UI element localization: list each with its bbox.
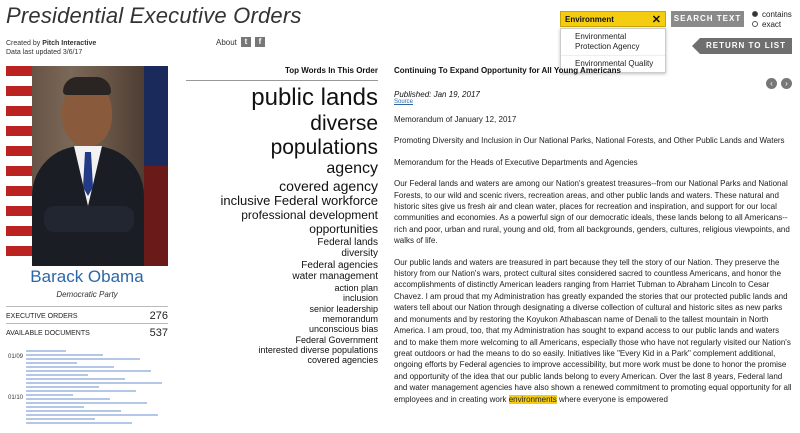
about-link[interactable]: About [216,37,237,47]
timeline-bar [26,410,121,412]
doc-paragraph: Our Federal lands and waters are among our Nation's greatest treasures--from our National Parks and National Forests, to our wild and scenic rivers, recreation areas, and other public lands and waters. These natural and historic sites give us fresh air and clean water, places for recreation and inspiration, and support for our local communities and economies. As a powerful sign of our democratic ideals, these lands belong to all Americans--rich and poor, urban and rural, young and old, from all backgrounds, genders, cultures, religious viewpoints, and walks of life. [394,179,790,246]
top-word[interactable]: memorandum [322,313,378,324]
stat-value: 537 [149,327,168,339]
timeline-bar [26,358,140,360]
timeline-bar [26,394,73,396]
top-word[interactable]: opportunities [309,222,378,237]
top-word[interactable]: public lands [251,84,378,111]
president-party: Democratic Party [56,290,118,299]
doc-paragraph: Memorandum for the Heads of Executive Departments and Agencies [394,157,638,167]
facebook-icon[interactable]: f [255,37,265,47]
search-value: Environment [565,15,614,24]
doc-paragraph: Memorandum of January 12, 2017 [394,115,517,124]
top-word[interactable]: interested diverse populations [258,344,378,355]
created-by-name[interactable]: Pitch Interactive [42,40,97,47]
doc-text: where everyone is empowered [556,394,668,404]
close-icon[interactable]: ✕ [651,14,661,26]
timeline-bar [26,362,77,364]
mode-contains[interactable] [752,10,792,20]
search-highlight: environments [508,394,557,404]
timeline-bar [26,382,162,384]
president-name: Barack Obama [30,267,144,286]
timeline-bar [26,370,151,372]
top-word[interactable]: covered agency [279,178,378,195]
stat-label: AVAILABLE DOCUMENTS [6,329,90,337]
top-word[interactable]: action plan [334,282,378,293]
top-word[interactable]: unconscious bias [308,324,378,335]
top-word[interactable]: Federal agencies [301,259,378,271]
stat-executive-orders [6,306,168,322]
president-portrait [6,66,168,266]
mode-label: exact [762,20,782,29]
portrait-flag-right [144,66,168,266]
timeline-bar [26,378,125,380]
page-title: Presidential Executive Orders [6,3,302,28]
top-word[interactable]: populations [270,135,378,159]
top-word[interactable]: inclusive Federal workforce [220,193,378,209]
data-updated: Data last updated 3/6/17 [6,49,83,56]
top-word[interactable]: Federal lands [317,236,378,248]
timeline-bar [26,354,103,356]
portrait-flag [6,66,32,266]
top-word[interactable]: senior leadership [309,303,378,314]
top-word[interactable]: agency [326,159,378,177]
stat-label: EXECUTIVE ORDERS [6,312,78,320]
orders-timeline[interactable] [6,348,168,433]
timeline-bar [26,406,84,408]
timeline-bars [26,350,166,426]
source-link[interactable]: Source [394,99,414,105]
top-word[interactable]: diversity [341,248,378,260]
search-mode [752,10,792,30]
timeline-bar [26,422,132,424]
twitter-icon[interactable]: t [241,37,251,47]
top-word[interactable]: inclusion [342,293,378,304]
suggestion-item[interactable]: Environmental Protection Agency [575,32,640,51]
doc-paragraph: Promoting Diversity and Inclusion in Our National Parks, National Forests, and Other Public Lands and Waters [394,136,785,146]
mode-exact[interactable] [752,20,792,30]
search-text-button[interactable]: SEARCH TEXT [671,11,744,27]
top-word[interactable]: diverse [310,111,378,135]
mode-label: contains [762,10,792,19]
prev-document-button[interactable]: ‹ [766,78,777,89]
timeline-bar [26,418,95,420]
timeline-label: 01/10 [8,395,24,401]
next-document-button[interactable]: › [781,78,792,89]
timeline-bar [26,398,110,400]
top-word[interactable]: water management [292,271,378,283]
document-title: Continuing To Expand Opportunity for All Young Americans [394,66,621,75]
radio-selected-icon [752,11,758,17]
timeline-bar [26,390,136,392]
timeline-bar [26,386,99,388]
timeline-bar [26,414,158,416]
portrait-hair [63,77,111,95]
timeline-bar [26,402,147,404]
divider [186,80,378,81]
doc-paragraph [394,257,794,405]
created-by-prefix: Created by [6,40,43,47]
timeline-bar [26,366,114,368]
top-word[interactable]: covered agencies [307,355,378,366]
timeline-label: 01/09 [8,354,24,360]
radio-icon [752,21,758,27]
stat-available-documents [6,323,168,339]
top-words-list [186,84,378,366]
return-to-list-button[interactable]: RETURN TO LIST [700,38,792,54]
credits [6,39,96,57]
top-word[interactable]: Federal Government [295,334,378,345]
document-body [394,114,794,415]
top-word[interactable]: professional development [241,208,378,223]
search-input[interactable] [560,11,666,27]
about-links [216,37,265,47]
doc-text: Our public lands and waters are treasured in part because they tell the story of our Nation. They preserve the history from our Nation's wars, protect cultural sites considered sacred to countless Americans, and honor the accomplishments of distinctly American leaders ranging from Harriet Tubman to Abraham Lincoln to Cesar Chavez. I am proud that my Administration has greatly expanded the stories that our protected public lands and waters tell about our Nation through designating a diverse collection of cultural and historic sites as new parks and monuments and by restoring the Koyukon Athabascan name of Denali to the tallest mountain in North America. I am proud, too, that my Administration has sought to expand access to our public lands and waters and to make them more welcoming to all Americans, especially those who have not regularly visited our Nation's great outdoors or had the means to do so easily. Initiatives like "Every Kid in a Park" complement additional, ongoing efforts by Federal agencies to improve accessibility, but more work must be done to honor the promise and opportunity of the idea that our public lands belong to every American. Over the last 8 years, Federal land and water management agencies have also shown a renewed commitment to promoting equal opportunity for all employees and in creating work [394,257,792,404]
timeline-bar [26,374,88,376]
timeline-bar [26,350,66,352]
portrait-arms [44,206,134,232]
published-date: Published: Jan 19, 2017 [394,90,480,99]
stat-value: 276 [149,310,168,322]
suggestion-item[interactable]: Environmental Quality [561,55,665,72]
top-words-heading: Top Words In This Order [284,66,378,75]
